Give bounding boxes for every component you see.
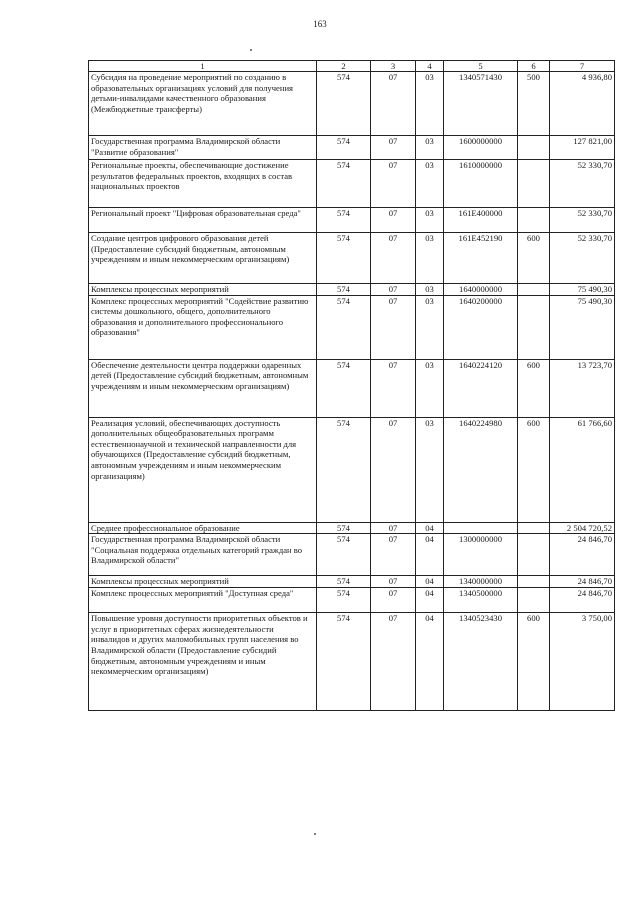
cell-subsection: 03 bbox=[416, 417, 444, 522]
cell-subsection: 03 bbox=[416, 136, 444, 160]
table-row bbox=[89, 576, 615, 588]
cell-section: 07 bbox=[371, 208, 416, 233]
cell-amount: 75 490,30 bbox=[550, 284, 615, 296]
cell-section: 07 bbox=[371, 295, 416, 359]
table-row bbox=[89, 208, 615, 233]
cell-expense-type: 600 bbox=[518, 233, 550, 284]
cell-target-code: 1340571430 bbox=[444, 72, 518, 136]
cell-expense-type bbox=[518, 522, 550, 534]
cell-section: 07 bbox=[371, 534, 416, 576]
header-row bbox=[89, 61, 615, 72]
cell-expense-type bbox=[518, 534, 550, 576]
table-row bbox=[89, 160, 615, 208]
cell-section: 07 bbox=[371, 72, 416, 136]
cell-department: 574 bbox=[317, 160, 371, 208]
row-description: Реализация условий, обеспечивающих доступность дополнительных общеобразовательных программ естественнонаучной и технической направленности для обучающихся (Предоставление субсидий бюджетным, автономным учреждениям и иным некоммерческим организациям) bbox=[89, 417, 317, 522]
cell-department: 574 bbox=[317, 295, 371, 359]
cell-department: 574 bbox=[317, 522, 371, 534]
cell-target-code: 1640000000 bbox=[444, 284, 518, 296]
cell-section: 07 bbox=[371, 576, 416, 588]
cell-expense-type: 600 bbox=[518, 613, 550, 711]
cell-subsection: 04 bbox=[416, 588, 444, 613]
cell-amount: 13 723,70 bbox=[550, 359, 615, 417]
cell-department: 574 bbox=[317, 233, 371, 284]
cell-amount: 61 766,60 bbox=[550, 417, 615, 522]
cell-expense-type bbox=[518, 284, 550, 296]
cell-expense-type bbox=[518, 136, 550, 160]
table-row bbox=[89, 72, 615, 136]
scan-speck bbox=[250, 49, 252, 51]
cell-target-code: 1640200000 bbox=[444, 295, 518, 359]
row-description: Среднее профессиональное образование bbox=[89, 522, 317, 534]
cell-subsection: 03 bbox=[416, 295, 444, 359]
cell-expense-type bbox=[518, 208, 550, 233]
cell-target-code bbox=[444, 522, 518, 534]
cell-subsection: 04 bbox=[416, 534, 444, 576]
table-row bbox=[89, 284, 615, 296]
cell-expense-type: 600 bbox=[518, 417, 550, 522]
cell-department: 574 bbox=[317, 72, 371, 136]
scan-speck bbox=[314, 833, 316, 835]
cell-subsection: 04 bbox=[416, 613, 444, 711]
cell-target-code: 1640224120 bbox=[444, 359, 518, 417]
cell-amount: 127 821,00 bbox=[550, 136, 615, 160]
cell-amount: 52 330,70 bbox=[550, 208, 615, 233]
cell-section: 07 bbox=[371, 136, 416, 160]
row-description: Региональные проекты, обеспечивающие достижение результатов федеральных проектов, входящих в состав национальных проектов bbox=[89, 160, 317, 208]
cell-target-code: 1340500000 bbox=[444, 588, 518, 613]
cell-subsection: 03 bbox=[416, 233, 444, 284]
cell-section: 07 bbox=[371, 284, 416, 296]
cell-section: 07 bbox=[371, 522, 416, 534]
cell-department: 574 bbox=[317, 284, 371, 296]
table-row bbox=[89, 522, 615, 534]
row-description: Государственная программа Владимирской области "Социальная поддержка отдельных категорий граждан во Владимирской области" bbox=[89, 534, 317, 576]
cell-target-code: 1340523430 bbox=[444, 613, 518, 711]
cell-department: 574 bbox=[317, 534, 371, 576]
cell-target-code: 1610000000 bbox=[444, 160, 518, 208]
cell-amount: 52 330,70 bbox=[550, 233, 615, 284]
cell-amount: 24 846,70 bbox=[550, 576, 615, 588]
cell-amount: 52 330,70 bbox=[550, 160, 615, 208]
cell-subsection: 03 bbox=[416, 284, 444, 296]
cell-target-code: 161E452190 bbox=[444, 233, 518, 284]
cell-expense-type bbox=[518, 160, 550, 208]
cell-expense-type bbox=[518, 588, 550, 613]
cell-target-code: 1340000000 bbox=[444, 576, 518, 588]
row-description: Комплекс процессных мероприятий "Доступная среда" bbox=[89, 588, 317, 613]
table-row bbox=[89, 613, 615, 711]
cell-amount: 4 936,80 bbox=[550, 72, 615, 136]
row-description: Комплексы процессных мероприятий bbox=[89, 576, 317, 588]
cell-department: 574 bbox=[317, 359, 371, 417]
cell-target-code: 1640224980 bbox=[444, 417, 518, 522]
cell-section: 07 bbox=[371, 613, 416, 711]
cell-department: 574 bbox=[317, 208, 371, 233]
cell-amount: 75 490,30 bbox=[550, 295, 615, 359]
row-description: Государственная программа Владимирской области "Развитие образования" bbox=[89, 136, 317, 160]
cell-department: 574 bbox=[317, 613, 371, 711]
cell-department: 574 bbox=[317, 588, 371, 613]
cell-target-code: 1300000000 bbox=[444, 534, 518, 576]
cell-target-code: 161E400000 bbox=[444, 208, 518, 233]
cell-subsection: 03 bbox=[416, 208, 444, 233]
cell-amount: 24 846,70 bbox=[550, 534, 615, 576]
column-header: 3 bbox=[371, 61, 416, 72]
table-row bbox=[89, 136, 615, 160]
cell-target-code: 1600000000 bbox=[444, 136, 518, 160]
cell-section: 07 bbox=[371, 233, 416, 284]
cell-expense-type bbox=[518, 295, 550, 359]
table-row bbox=[89, 233, 615, 284]
row-description: Создание центров цифрового образования детей (Предоставление субсидий бюджетным, автономным учреждениям и иным некоммерческим организациям) bbox=[89, 233, 317, 284]
column-header: 7 bbox=[550, 61, 615, 72]
cell-expense-type: 500 bbox=[518, 72, 550, 136]
cell-department: 574 bbox=[317, 576, 371, 588]
column-header: 4 bbox=[416, 61, 444, 72]
table-row bbox=[89, 417, 615, 522]
cell-section: 07 bbox=[371, 417, 416, 522]
table-row bbox=[89, 534, 615, 576]
row-description: Региональный проект "Цифровая образовательная среда" bbox=[89, 208, 317, 233]
table-row bbox=[89, 295, 615, 359]
cell-subsection: 03 bbox=[416, 359, 444, 417]
column-header: 5 bbox=[444, 61, 518, 72]
row-description: Субсидия на проведение мероприятий по созданию в образовательных организациях условий для получения детьми-инвалидами качественного образования (Межбюджетные трансферты) bbox=[89, 72, 317, 136]
cell-expense-type bbox=[518, 576, 550, 588]
cell-section: 07 bbox=[371, 588, 416, 613]
table-row bbox=[89, 359, 615, 417]
cell-subsection: 04 bbox=[416, 522, 444, 534]
page-number: 163 bbox=[313, 19, 327, 29]
cell-subsection: 03 bbox=[416, 72, 444, 136]
row-description: Комплексы процессных мероприятий bbox=[89, 284, 317, 296]
column-header: 6 bbox=[518, 61, 550, 72]
cell-subsection: 03 bbox=[416, 160, 444, 208]
table-row bbox=[89, 588, 615, 613]
cell-amount: 24 846,70 bbox=[550, 588, 615, 613]
cell-amount: 2 504 720,52 bbox=[550, 522, 615, 534]
cell-subsection: 04 bbox=[416, 576, 444, 588]
cell-department: 574 bbox=[317, 136, 371, 160]
column-header: 1 bbox=[89, 61, 317, 72]
cell-expense-type: 600 bbox=[518, 359, 550, 417]
cell-amount: 3 750,00 bbox=[550, 613, 615, 711]
row-description: Комплекс процессных мероприятий "Содействие развитию системы дошкольного, общего, дополнительного образования и дополнительного профессионального образования" bbox=[89, 295, 317, 359]
cell-section: 07 bbox=[371, 160, 416, 208]
budget-table bbox=[88, 60, 615, 711]
cell-section: 07 bbox=[371, 359, 416, 417]
cell-department: 574 bbox=[317, 417, 371, 522]
column-header: 2 bbox=[317, 61, 371, 72]
row-description: Повышение уровня доступности приоритетных объектов и услуг в приоритетных сферах жизнедеятельности инвалидов и других маломобильных групп населения во Владимирской области (Предоставление субсидий бюджетным, автономным учреждениям и иным некоммерческим организациям) bbox=[89, 613, 317, 711]
row-description: Обеспечение деятельности центра поддержки одаренных детей (Предоставление субсидий бюджетным, автономным учреждениям и иным некоммерческим организациям) bbox=[89, 359, 317, 417]
